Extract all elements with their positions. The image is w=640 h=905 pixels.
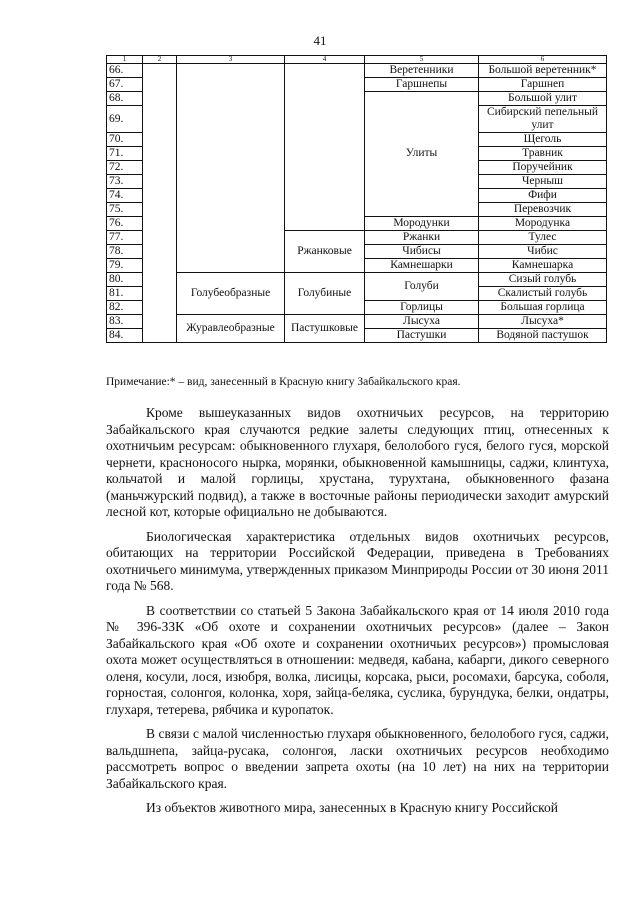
row-number: 84. [107,329,143,343]
paragraph: В связи с малой численностью глухаря обыкновенного, белолобого гуся, саджи, вальдшнепа, зайца-русака, солонгоя, ласки охотничьих ресурсов необходимо рассмотреть вопрос о введении запрета охоты (на 10 лет) на них на территории Забайкальского края. [106,726,609,791]
species-cell: Сибирский пепельный улит [479,106,607,133]
genus-cell: Горлицы [365,301,479,315]
row-number: 73. [107,175,143,189]
column-number: 1 [107,56,143,64]
column-number: 3 [177,56,285,64]
row-number: 71. [107,147,143,161]
species-cell: Сизый голубь [479,273,607,287]
column-number: 2 [143,56,177,64]
species-cell: Скалистый голубь [479,287,607,301]
genus-cell: Улиты [365,92,479,217]
species-cell: Перевозчик [479,203,607,217]
species-cell: Большая горлица [479,301,607,315]
species-cell: Лысуха* [479,315,607,329]
species-cell: Фифи [479,189,607,203]
family-cell [285,64,365,231]
species-cell: Щеголь [479,133,607,147]
row-number: 77. [107,231,143,245]
row-number: 68. [107,92,143,106]
species-cell: Камнешарка [479,259,607,273]
paragraph: Из объектов животного мира, занесенных в Красную книгу Российской [146,800,558,815]
genus-cell: Камнешарки [365,259,479,273]
species-cell: Поручейник [479,161,607,175]
order-cell: Журавлеобразные [177,315,285,343]
row-number: 78. [107,245,143,259]
row-number: 67. [107,78,143,92]
table-row [107,315,607,329]
column-number-row [107,56,607,64]
table-footnote: Примечание:* – вид, занесенный в Красную книгу Забайкальского края. [106,376,461,388]
species-cell: Тулес [479,231,607,245]
species-cell: Черныш [479,175,607,189]
species-cell: Травник [479,147,607,161]
order-cell [177,64,285,273]
genus-cell: Веретенники [365,64,479,78]
genus-cell: Мородунки [365,217,479,231]
column-number: 6 [479,56,607,64]
species-cell: Гаршнеп [479,78,607,92]
paragraph: Биологическая характеристика отдельных видов охотничьих ресурсов, обитающих на территории Российской Федерации, приведена в Требованиях охотничьего минимума, утвержденных приказом Минприроды России от 30 июня 2011 года № 568. [106,528,609,593]
row-number: 70. [107,133,143,147]
page-number: 41 [313,33,327,48]
family-cell: Голубиные [285,273,365,315]
genus-cell: Голуби [365,273,479,301]
row-number: 75. [107,203,143,217]
row-number: 76. [107,217,143,231]
row-number: 79. [107,259,143,273]
order-cell: Голубеобразные [177,273,285,315]
table-row [107,64,607,78]
family-cell: Пастушковые [285,315,365,343]
species-cell: Водяной пастушок [479,329,607,343]
body-text [106,405,609,825]
row-number: 66. [107,64,143,78]
genus-cell: Пастушки [365,329,479,343]
row-number: 83. [107,315,143,329]
column-number: 5 [365,56,479,64]
column-number: 4 [285,56,365,64]
genus-cell: Лысуха [365,315,479,329]
species-table [106,55,607,343]
species-cell: Большой улит [479,92,607,106]
paragraph: Кроме вышеуказанных видов охотничьих ресурсов, на территорию Забайкальского края случаются редкие залеты следующих птиц, отнесенных к охотничьим ресурсам: обыкновенного глухаря, белолобого гуся, белого гуся, морской чернети, красноносого нырка, морянки, обыкновенной камышницы, саджи, клинтуха, кольчатой и малой горлицы, хрустана, турухтана, обыкновенного фазана (маньчжурский подвид), а также в восточные районы периодически заходит амурский лесной кот, которые официально не добываются. [106,405,609,519]
row-number: 72. [107,161,143,175]
paragraph: В соответствии со статьей 5 Закона Забайкальского края от 14 июля 2010 года № 396-ЗЗК «Об охоте и сохранении охотничьих ресурсов» (далее – Закон Забайкальского края «Об охоте и сохранении охотничьих ресурсов») промысловая охота может осуществляться в отношении: медведя, кабана, кабарги, дикого северного оленя, косули, лося, изюбря, волка, лисицы, корсака, рыси, росомахи, барсука, соболя, горностая, солонгоя, колонка, хоря, зайца-беляка, суслика, бурундука, белки, ондатры, глухаря, тетерева, рябчика и куропаток. [106,602,609,717]
species-cell: Мородунка [479,217,607,231]
species-cell: Чибис [479,245,607,259]
species-cell: Большой веретенник* [479,64,607,78]
table-row [107,273,607,287]
class-cell [143,64,177,343]
row-number: 82. [107,301,143,315]
row-number: 81. [107,287,143,301]
genus-cell: Ржанки [365,231,479,245]
row-number: 80. [107,273,143,287]
genus-cell: Гаршнепы [365,78,479,92]
family-cell: Ржанковые [285,231,365,273]
row-number: 69. [107,106,143,133]
row-number: 74. [107,189,143,203]
genus-cell: Чибисы [365,245,479,259]
